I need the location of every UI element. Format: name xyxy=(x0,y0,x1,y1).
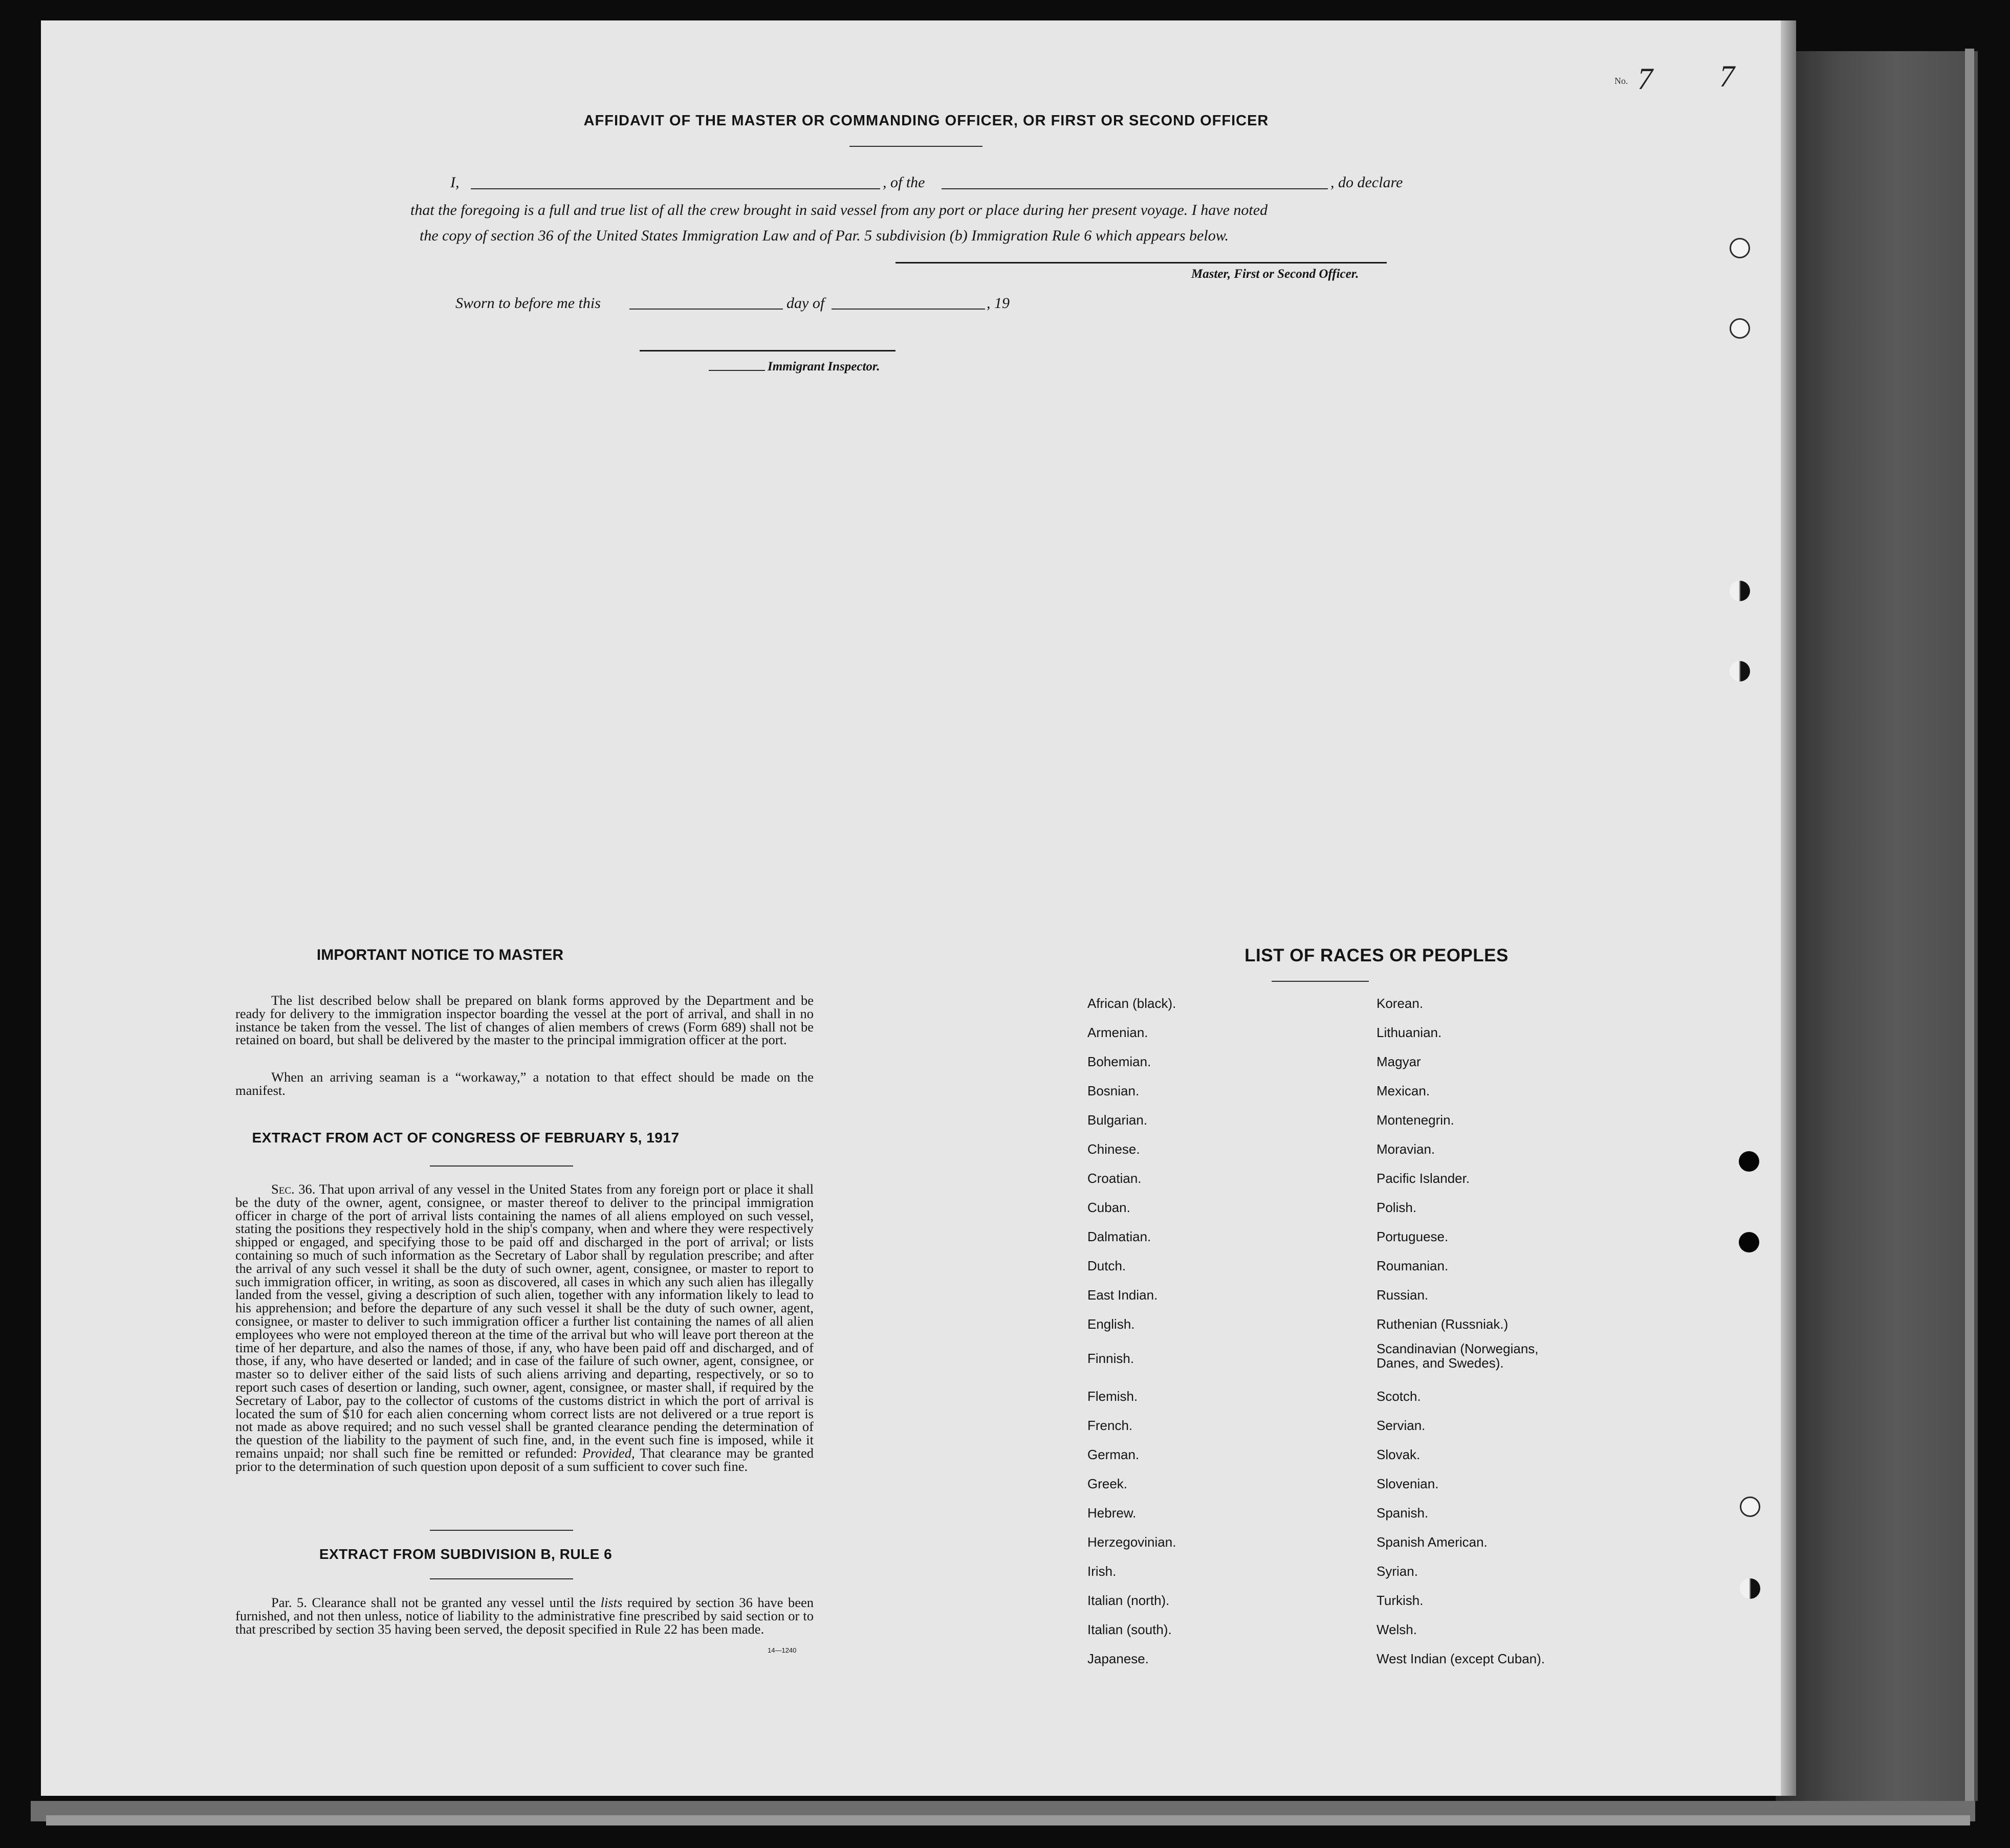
rule-extract-divider xyxy=(430,1530,573,1531)
binder-hole xyxy=(1730,318,1750,339)
binder-hole xyxy=(1730,238,1750,258)
section-36-text xyxy=(235,1183,814,1473)
name-blank xyxy=(471,188,880,189)
section-36-label: Sec. 36. xyxy=(271,1181,316,1197)
affidavit-title: AFFIDAVIT OF THE MASTER OR COMMANDING OFFICER, OR FIRST OR SECOND OFFICER xyxy=(583,113,1269,129)
race-item: African (black). xyxy=(1087,996,1176,1011)
race-item: Pacific Islander. xyxy=(1377,1171,1470,1186)
race-item: Slovak. xyxy=(1377,1447,1421,1462)
race-item: Korean. xyxy=(1377,996,1424,1011)
race-item: Magyar xyxy=(1377,1054,1421,1069)
notice-paragraph-1: The list described below shall be prepared on blank forms approved by the Department and be ready for delivery to the immigration inspector boarding the vessel at the port of arrival, and shall in no instance be taken from the vessel. The list of changes of alien members of crews (Form 689) shall not be retained on board, but shall be delivered by the master to the principal immigration officer at the port. xyxy=(235,993,814,1048)
underlying-sheet xyxy=(1776,51,1978,1801)
sheet-number-mark: 7 xyxy=(1719,59,1735,93)
race-item: Portuguese. xyxy=(1377,1229,1449,1244)
race-item: Greek. xyxy=(1087,1476,1128,1491)
race-item: German. xyxy=(1087,1447,1140,1462)
race-item: Italian (north). xyxy=(1087,1593,1170,1608)
lists-word: lists xyxy=(600,1595,623,1610)
rule-6-body: Par. 5. Clearance shall not be granted any vessel until the xyxy=(271,1595,596,1610)
race-item: Bohemian. xyxy=(1087,1054,1151,1069)
notice-paragraph-2: When an arriving seaman is a “workaway,” a notation to that effect should be made on the manifest. xyxy=(235,1069,814,1098)
race-item: Cuban. xyxy=(1087,1200,1130,1215)
affidavit-line-2: that the foregoing is a full and true list of all the crew brought in said vessel from any port or place during her present voyage. I have noted xyxy=(410,202,1268,218)
sworn-label: Sworn to before me this xyxy=(455,295,601,312)
race-item: French. xyxy=(1087,1418,1133,1433)
race-item: Chinese. xyxy=(1087,1141,1140,1157)
year-label: , 19 xyxy=(987,295,1010,312)
race-item: Croatian. xyxy=(1087,1171,1142,1186)
section-36-proviso: That clearance may be granted prior to the determination of such question upon deposit of a sum sufficient to cover such fine. xyxy=(235,1445,814,1474)
race-item: Spanish. xyxy=(1377,1505,1429,1521)
race-item: Italian (south). xyxy=(1087,1622,1172,1637)
race-item: Ruthenian (Russniak.) xyxy=(1377,1316,1509,1332)
race-item: Herzegovinian. xyxy=(1087,1534,1176,1550)
races-title-underline xyxy=(1272,981,1369,982)
signature-caption: Master, First or Second Officer. xyxy=(1191,267,1359,281)
race-item: East Indian. xyxy=(1087,1287,1158,1303)
provided-label: Provided, xyxy=(582,1445,635,1461)
race-item: Moravian. xyxy=(1377,1141,1435,1157)
binder-hole xyxy=(1739,1151,1759,1172)
do-declare-label: , do declare xyxy=(1330,174,1403,191)
sworn-month-blank xyxy=(832,309,985,310)
race-item: Polish. xyxy=(1377,1200,1417,1215)
rule-6-body-cont: required by section 36 have been furnished, and not then unless, notice of liability to the administrative fine prescribed by said section or to that prescribed by section 35 having been served, the deposit specified in Rule 22 has been made. xyxy=(235,1595,814,1637)
vessel-blank xyxy=(942,188,1328,189)
race-item: West Indian (except Cuban). xyxy=(1377,1651,1545,1666)
race-item: Finnish. xyxy=(1087,1351,1134,1366)
day-of-label: day of xyxy=(786,295,825,312)
page-fold-shadow xyxy=(1781,20,1796,1796)
form-number: 14—1240 xyxy=(768,1646,797,1654)
rule-extract-title-underline xyxy=(430,1578,573,1579)
race-item: Bulgarian. xyxy=(1087,1112,1148,1128)
underlying-sheet-edge xyxy=(1965,49,1974,1809)
i-label: I, xyxy=(450,174,460,191)
rule-extract-title: EXTRACT FROM SUBDIVISION B, RULE 6 xyxy=(319,1546,613,1562)
inspector-caption-lead xyxy=(709,370,765,371)
race-item: Scandinavian (Norwegians, Danes, and Swedes). xyxy=(1377,1341,1539,1371)
race-item: Hebrew. xyxy=(1087,1505,1137,1521)
race-item: Turkish. xyxy=(1377,1593,1424,1608)
race-item: Welsh. xyxy=(1377,1622,1417,1637)
page-number-mark: 7 xyxy=(1637,62,1653,96)
affidavit-line-1 xyxy=(450,174,460,191)
race-item: Montenegrin. xyxy=(1377,1112,1454,1128)
race-item: Spanish American. xyxy=(1377,1534,1488,1550)
act-extract-title-underline xyxy=(430,1165,573,1167)
races-title: LIST OF RACES OR PEOPLES xyxy=(1244,945,1509,965)
race-item: Slovenian. xyxy=(1377,1476,1439,1491)
race-item: Armenian. xyxy=(1087,1025,1148,1040)
signature-line xyxy=(895,262,1387,263)
race-item: Mexican. xyxy=(1377,1083,1430,1098)
affidavit-title-underline xyxy=(849,146,982,147)
race-item: Russian. xyxy=(1377,1287,1429,1303)
affidavit-line-3: the copy of section 36 of the United States Immigration Law and of Par. 5 subdivision (b) Immigration Rule 6 which appears below. xyxy=(420,227,1229,244)
race-item: Japanese. xyxy=(1087,1651,1149,1666)
race-item: Irish. xyxy=(1087,1564,1117,1579)
race-item: Bosnian. xyxy=(1087,1083,1140,1098)
race-item: Scotch. xyxy=(1377,1389,1421,1404)
binder-hole xyxy=(1739,1232,1759,1252)
page-stack-edge-lower xyxy=(46,1815,1970,1825)
section-36-body: That upon arrival of any vessel in the United States from any foreign port or place it shall be the duty of the owner, agent, consignee, or master thereof to deliver to the principal immigration officer in charge of the port of arrival lists containing the names of all aliens employed on such vessel, stating the positions they respectively hold in the ship's company, when and where they were respectively shipped or engaged, and specifying those to be paid off and discharged in the port of arrival; or lists containing so much of such information as the Secretary of Labor shall by regulation prescribe; and after the arrival of any such vessel it shall be the duty of such owner, agent, consignee, or master to report to such immigration officer, in writing, as soon as discovered, all cases in which any such alien has illegally landed from the vessel, giving a description of such alien, together with any information likely to lead to his apprehension; and before the departure of any such vessel it shall be the duty of such owner, agent, consignee, or master to deliver to such immigration officer a further list containing the names of all alien employees who were not employed thereon at the time of the arrival but who will leave port thereon at the time of her departure, and also the names of those, if any, who have been paid off and discharged, and of those, if any, who have deserted or landed; and in case of the failure of such owner, agent, consignee, or master so to deliver either of the said lists of such aliens arriving and departing, respectively, or so to report such cases of desertion or landing, such owner, agent, consignee, or master shall, if required by the Secretary of Labor, pay to the collector of customs of the customs district in which the port of arrival is located the sum of $10 for each alien concerning whom correct lists are not delivered or a true report is not made as above required; and no such vessel shall be granted clearance pending the determination of the question of the liability to the payment of such fine, and, in the event such fine is imposed, while it remains unpaid; nor shall such fine be remitted or refunded: xyxy=(235,1181,814,1461)
binder-hole xyxy=(1740,1578,1760,1599)
binder-hole xyxy=(1740,1497,1760,1517)
act-extract-title: EXTRACT FROM ACT OF CONGRESS OF FEBRUARY 5, 1917 xyxy=(252,1130,680,1146)
binder-hole xyxy=(1730,661,1750,681)
page-number-prefix: No. xyxy=(1614,76,1628,86)
race-item: Dalmatian. xyxy=(1087,1229,1151,1244)
race-item: Dutch. xyxy=(1087,1258,1126,1273)
sworn-day-blank xyxy=(629,309,783,310)
race-item: English. xyxy=(1087,1316,1135,1332)
race-item: Servian. xyxy=(1377,1418,1426,1433)
race-item: Lithuanian. xyxy=(1377,1025,1442,1040)
inspector-caption: Immigrant Inspector. xyxy=(768,360,880,373)
race-item: Roumanian. xyxy=(1377,1258,1449,1273)
race-item: Flemish. xyxy=(1087,1389,1138,1404)
notice-title: IMPORTANT NOTICE TO MASTER xyxy=(316,947,564,963)
of-the-label: , of the xyxy=(883,174,925,191)
manifest-page xyxy=(41,20,1781,1796)
binder-hole xyxy=(1730,581,1750,601)
rule-6-text xyxy=(235,1596,814,1636)
race-item: Syrian. xyxy=(1377,1564,1418,1579)
inspector-signature-line xyxy=(640,350,895,351)
